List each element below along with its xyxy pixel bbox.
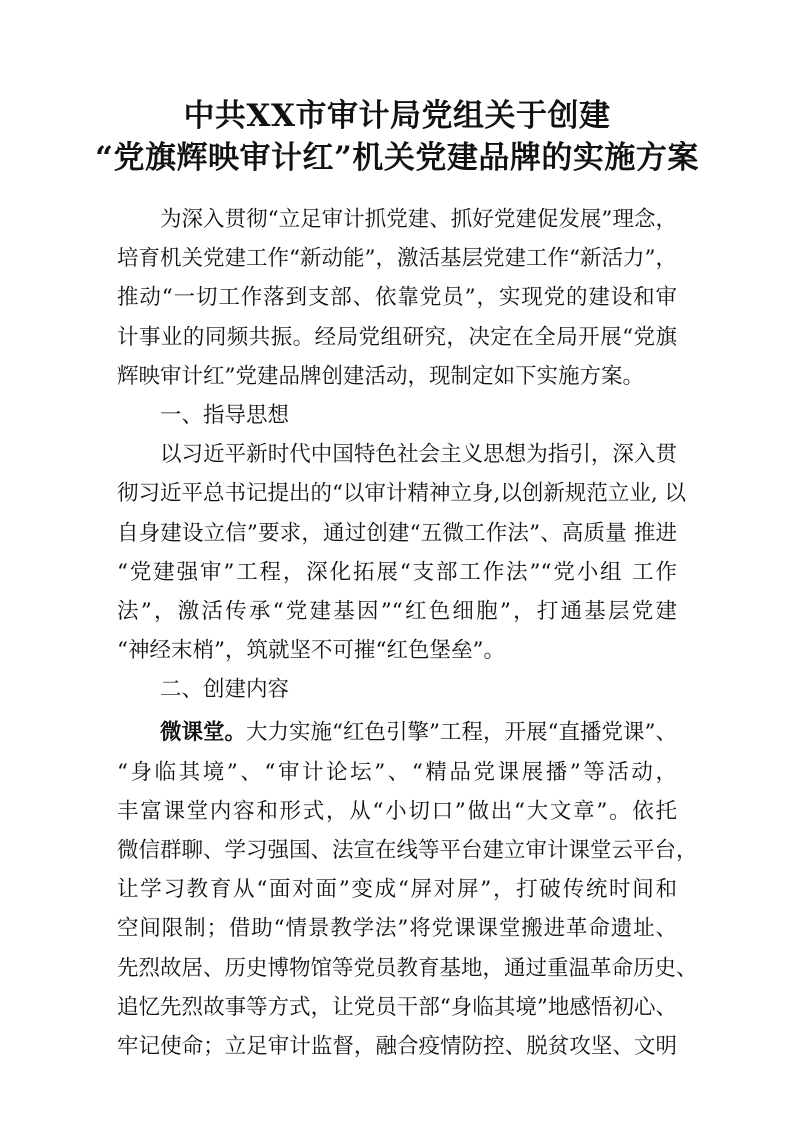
paragraph-line: 追忆先烈故事等方式，让党员干部“身临其境”地感悟初心、 (117, 994, 677, 1020)
paragraph-line: 法”，激活传承“党建基因”“红色细胞”，打通基层党建 (117, 598, 677, 624)
micro-classroom-paragraph (117, 713, 698, 1066)
paragraph-text: 大力实施“红色引擎”工程，开展“直播党课”、 (246, 720, 677, 746)
document-title-line-2: “党旗辉映审计红”机关党建品牌的实施方案 (95, 140, 699, 176)
paragraph-line: 为深入贯彻“立足审计抓党建、抓好党建促发展”理念， (160, 207, 677, 232)
paragraph-line: 辉映审计红”党建品牌创建活动，现制定如下实施方案。 (117, 363, 644, 389)
paragraph-line: 让学习教育从“面对面”变成“屏对屏”，打破传统时间和 (117, 877, 677, 903)
intro-paragraph (117, 200, 677, 396)
guiding-ideology-paragraph (117, 435, 686, 670)
paragraph-line: 推动“一切工作落到支部、依靠党员”，实现党的建设和审 (117, 285, 677, 311)
paragraph-line: 微信群聊、学习强国、法宣在线等平台建立审计课堂云平台， (117, 838, 698, 863)
paragraph-line: 彻习近平总书记提出的“以审计精神立身,以创新规范立业, 以 (117, 481, 686, 507)
paragraph-line: 先烈故居、历史博物馆等党员教育基地，通过重温革命历史、 (117, 955, 698, 981)
section-heading-guiding-ideology: 一、指导思想 (160, 402, 290, 428)
paragraph-line: “党建强审”工程，深化拓展“支部工作法”“党小组 工作 (117, 559, 677, 585)
document-title-line-1: 中共XX市审计局党组关于创建 (183, 98, 611, 134)
paragraph-line (117, 713, 677, 752)
paragraph-line: 培育机关党建工作“新动能”，激活基层党建工作“新活力”， (117, 246, 677, 272)
paragraph-line: “神经末梢”，筑就坚不可摧“红色堡垒”。 (117, 638, 505, 664)
paragraph-line: 牢记使命；立足审计监督，融合疫情防控、脱贫攻坚、文明 (117, 1033, 677, 1059)
paragraph-line: 自身建设立信”要求，通过创建“五微工作法”、高质量 推进 (117, 520, 677, 546)
document-body (117, 200, 698, 1066)
paragraph-line: 计事业的同频共振。经局党组研究，决定在全局开展“党旗 (117, 324, 677, 350)
paragraph-line: “身临其境”、“审计论坛”、“精品党课展播”等活动， (117, 759, 677, 785)
paragraph-line: 空间限制；借助“情景教学法”将党课课堂搬进革命遗址、 (117, 916, 677, 942)
micro-classroom-lead: 微课堂。 (160, 720, 247, 746)
section-heading-creation-content: 二、创建内容 (160, 677, 290, 703)
paragraph-line: 以习近平新时代中国特色社会主义思想为指引，深入贯 (160, 442, 677, 468)
paragraph-line: 丰富课堂内容和形式，从“小切口”做出“大文章”。依托 (117, 798, 677, 824)
